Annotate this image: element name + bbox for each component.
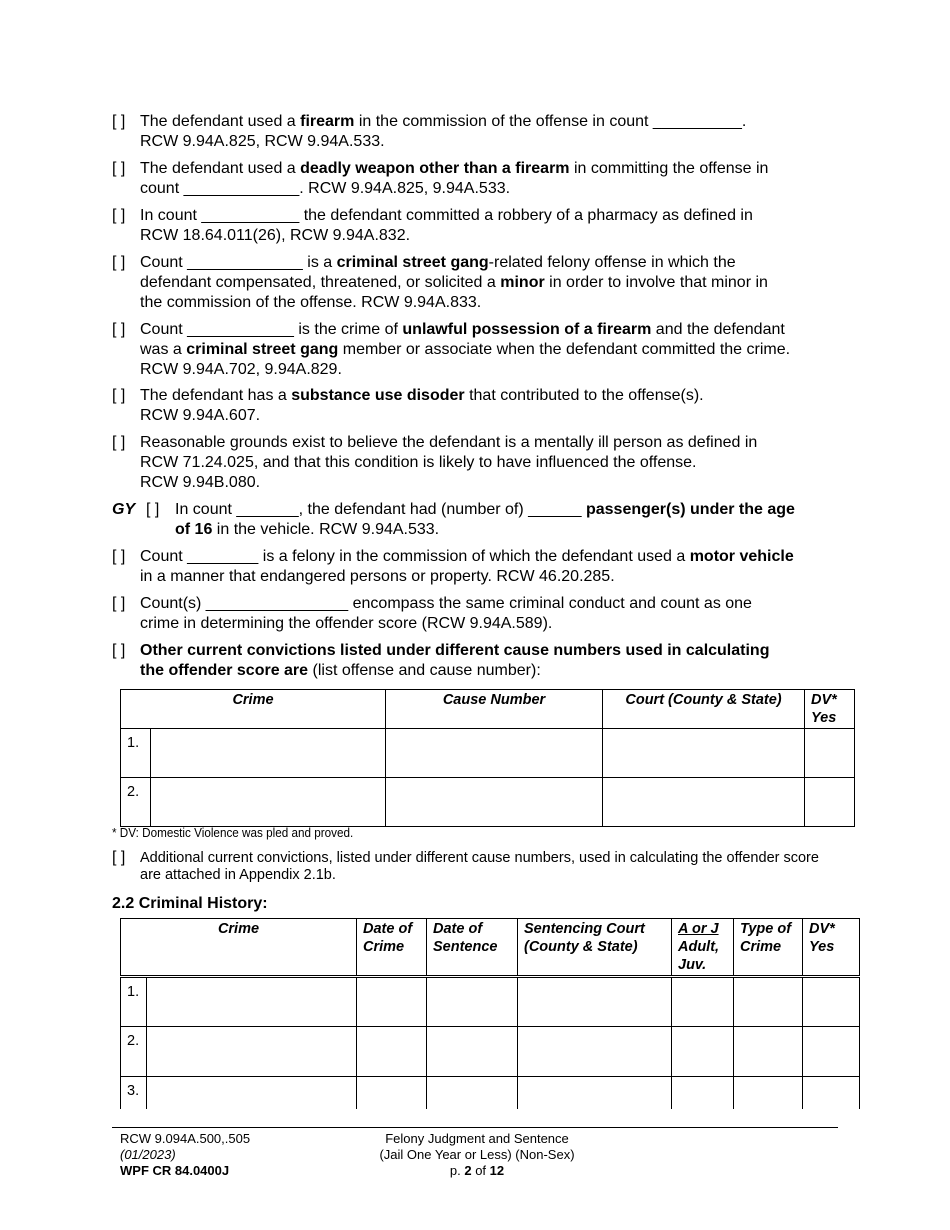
dv-note: * DV: Domestic Violence was pled and proved. bbox=[112, 825, 354, 840]
crime-cell[interactable] bbox=[151, 778, 386, 827]
col-crime: Crime bbox=[121, 690, 386, 729]
dv-cell[interactable] bbox=[805, 729, 855, 778]
row-number: 2. bbox=[121, 1027, 147, 1077]
date-crime-cell[interactable] bbox=[357, 1027, 427, 1077]
page-footer bbox=[112, 1127, 838, 1178]
dv-cell[interactable] bbox=[803, 1027, 860, 1077]
date-sentence-cell[interactable] bbox=[427, 1077, 518, 1109]
checkbox[interactable]: [ ] bbox=[112, 434, 126, 451]
crime-cell[interactable] bbox=[147, 977, 357, 1027]
court-cell[interactable] bbox=[603, 729, 805, 778]
cause-cell[interactable] bbox=[386, 729, 603, 778]
adult-juv-cell[interactable] bbox=[672, 1027, 734, 1077]
footer-title: Felony Judgment and Sentence bbox=[385, 1131, 569, 1146]
type-cell[interactable] bbox=[734, 1077, 803, 1109]
gang-minor-item: [ ] Count _____________ is a criminal street gang-related felony offense in which the defendant compensated, threatened, or solicited a minor in order to involve that minor in the commission of the offense. RCW 9.94A.833. bbox=[112, 254, 768, 311]
checkbox[interactable]: [ ] bbox=[112, 387, 126, 404]
motor-vehicle-item: [ ] Count ________ is a felony in the commission of which the defendant used a motor vehicle in a manner that endangered persons or property. RCW 46.20.285. bbox=[112, 548, 794, 585]
additional-convictions-item: [ ] Additional current convictions, listed under different cause numbers, used in calculating the offender score are attached in Appendix 2.1b. bbox=[112, 849, 819, 883]
adult-juv-cell[interactable] bbox=[672, 1077, 734, 1109]
footer-rcw: RCW 9.094A.500,.505 bbox=[120, 1131, 251, 1146]
date-sentence-cell[interactable] bbox=[427, 1027, 518, 1077]
row-number: 1. bbox=[121, 977, 147, 1027]
date-sentence-cell[interactable] bbox=[427, 977, 518, 1027]
col-dv: DV* Yes bbox=[805, 690, 855, 729]
dv-cell[interactable] bbox=[803, 1077, 860, 1109]
col-crime: Crime bbox=[121, 919, 357, 977]
court-cell[interactable] bbox=[518, 1077, 672, 1109]
table-row bbox=[121, 1077, 860, 1109]
other-convictions-item: [ ] Other current convictions listed under different cause numbers used in calculating the offender score are (list offense and cause number): bbox=[112, 642, 770, 679]
checkbox[interactable]: [ ] bbox=[112, 849, 126, 866]
col-sentencing-court: Sentencing Court (County & State) bbox=[518, 919, 672, 977]
date-crime-cell[interactable] bbox=[357, 977, 427, 1027]
cause-cell[interactable] bbox=[386, 778, 603, 827]
footer-page: p. 2 of 12 bbox=[449, 1163, 505, 1178]
checkbox[interactable]: [ ] bbox=[112, 160, 126, 177]
checkbox[interactable]: [ ] bbox=[112, 207, 126, 224]
row-number: 3. bbox=[121, 1077, 147, 1109]
firearm-item: [ ] The defendant used a firearm in the commission of the offense in count __________. RCW 9.94A.825, RCW 9.94A.533. bbox=[112, 113, 747, 150]
court-cell[interactable] bbox=[518, 977, 672, 1027]
checkbox[interactable]: [ ] bbox=[146, 501, 160, 518]
checkbox[interactable]: [ ] bbox=[112, 321, 126, 338]
col-court: Court (County & State) bbox=[603, 690, 805, 729]
table-row bbox=[121, 1027, 860, 1077]
footer-subtitle: (Jail One Year or Less) (Non-Sex) bbox=[379, 1147, 575, 1162]
checkbox[interactable]: [ ] bbox=[112, 548, 126, 565]
crime-cell[interactable] bbox=[147, 1027, 357, 1077]
mental-illness-item: [ ] Reasonable grounds exist to believe the defendant is a mentally ill person as defined in RCW 71.24.025, and that this condition is likely to have influenced the offense. RCW 9.94B.080. bbox=[112, 434, 758, 491]
type-cell[interactable] bbox=[734, 977, 803, 1027]
table-row bbox=[121, 778, 855, 827]
same-conduct-item: [ ] Count(s) ________________ encompass the same criminal conduct and count as one crime in determining the offender score (RCW 9.94A.589). bbox=[112, 595, 752, 632]
other-convictions-table bbox=[120, 689, 855, 827]
col-dv: DV* Yes bbox=[803, 919, 860, 977]
table-row bbox=[121, 729, 855, 778]
footer-date: (01/2023) bbox=[120, 1147, 176, 1162]
table-row bbox=[121, 977, 860, 1027]
footer-form-number: WPF CR 84.0400J bbox=[120, 1163, 230, 1178]
checkbox[interactable]: [ ] bbox=[112, 254, 126, 271]
col-date-of-crime: Date of Crime bbox=[357, 919, 427, 977]
dv-cell[interactable] bbox=[805, 778, 855, 827]
pharmacy-robbery-item: [ ] In count ___________ the defendant committed a robbery of a pharmacy as defined in RCW 18.64.011(26), RCW 9.94A.832. bbox=[112, 207, 753, 244]
date-crime-cell[interactable] bbox=[357, 1077, 427, 1109]
gy-label: GY bbox=[112, 501, 136, 518]
court-cell[interactable] bbox=[603, 778, 805, 827]
crime-cell[interactable] bbox=[147, 1077, 357, 1109]
col-cause-number: Cause Number bbox=[386, 690, 603, 729]
type-cell[interactable] bbox=[734, 1027, 803, 1077]
checkbox[interactable]: [ ] bbox=[112, 595, 126, 612]
col-adult-juv: A or J Adult, Juv. bbox=[672, 919, 734, 977]
col-type-of-crime: Type of Crime bbox=[734, 919, 803, 977]
crime-cell[interactable] bbox=[151, 729, 386, 778]
substance-use-item: [ ] The defendant has a substance use disoder that contributed to the offense(s). RCW 9.94A.607. bbox=[112, 387, 704, 424]
court-cell[interactable] bbox=[518, 1027, 672, 1077]
section-title: 2.2 Criminal History: bbox=[112, 895, 268, 912]
criminal-history-table bbox=[120, 918, 860, 1109]
col-date-of-sentence: Date of Sentence bbox=[427, 919, 518, 977]
dv-cell[interactable] bbox=[803, 977, 860, 1027]
adult-juv-cell[interactable] bbox=[672, 977, 734, 1027]
checkbox[interactable]: [ ] bbox=[112, 113, 126, 130]
deadly-weapon-item: [ ] The defendant used a deadly weapon other than a firearm in committing the offense in count _____________. RCW 9.94A.825, 9.94A.533. bbox=[112, 160, 769, 197]
unlawful-firearm-item: [ ] Count ____________ is the crime of unlawful possession of a firearm and the defendant was a criminal street gang member or associate when the defendant committed the crime. RCW 9.94A.702, 9.94A.829. bbox=[112, 321, 791, 378]
checkbox[interactable]: [ ] bbox=[112, 642, 126, 659]
row-number: 2. bbox=[121, 778, 151, 827]
row-number: 1. bbox=[121, 729, 151, 778]
